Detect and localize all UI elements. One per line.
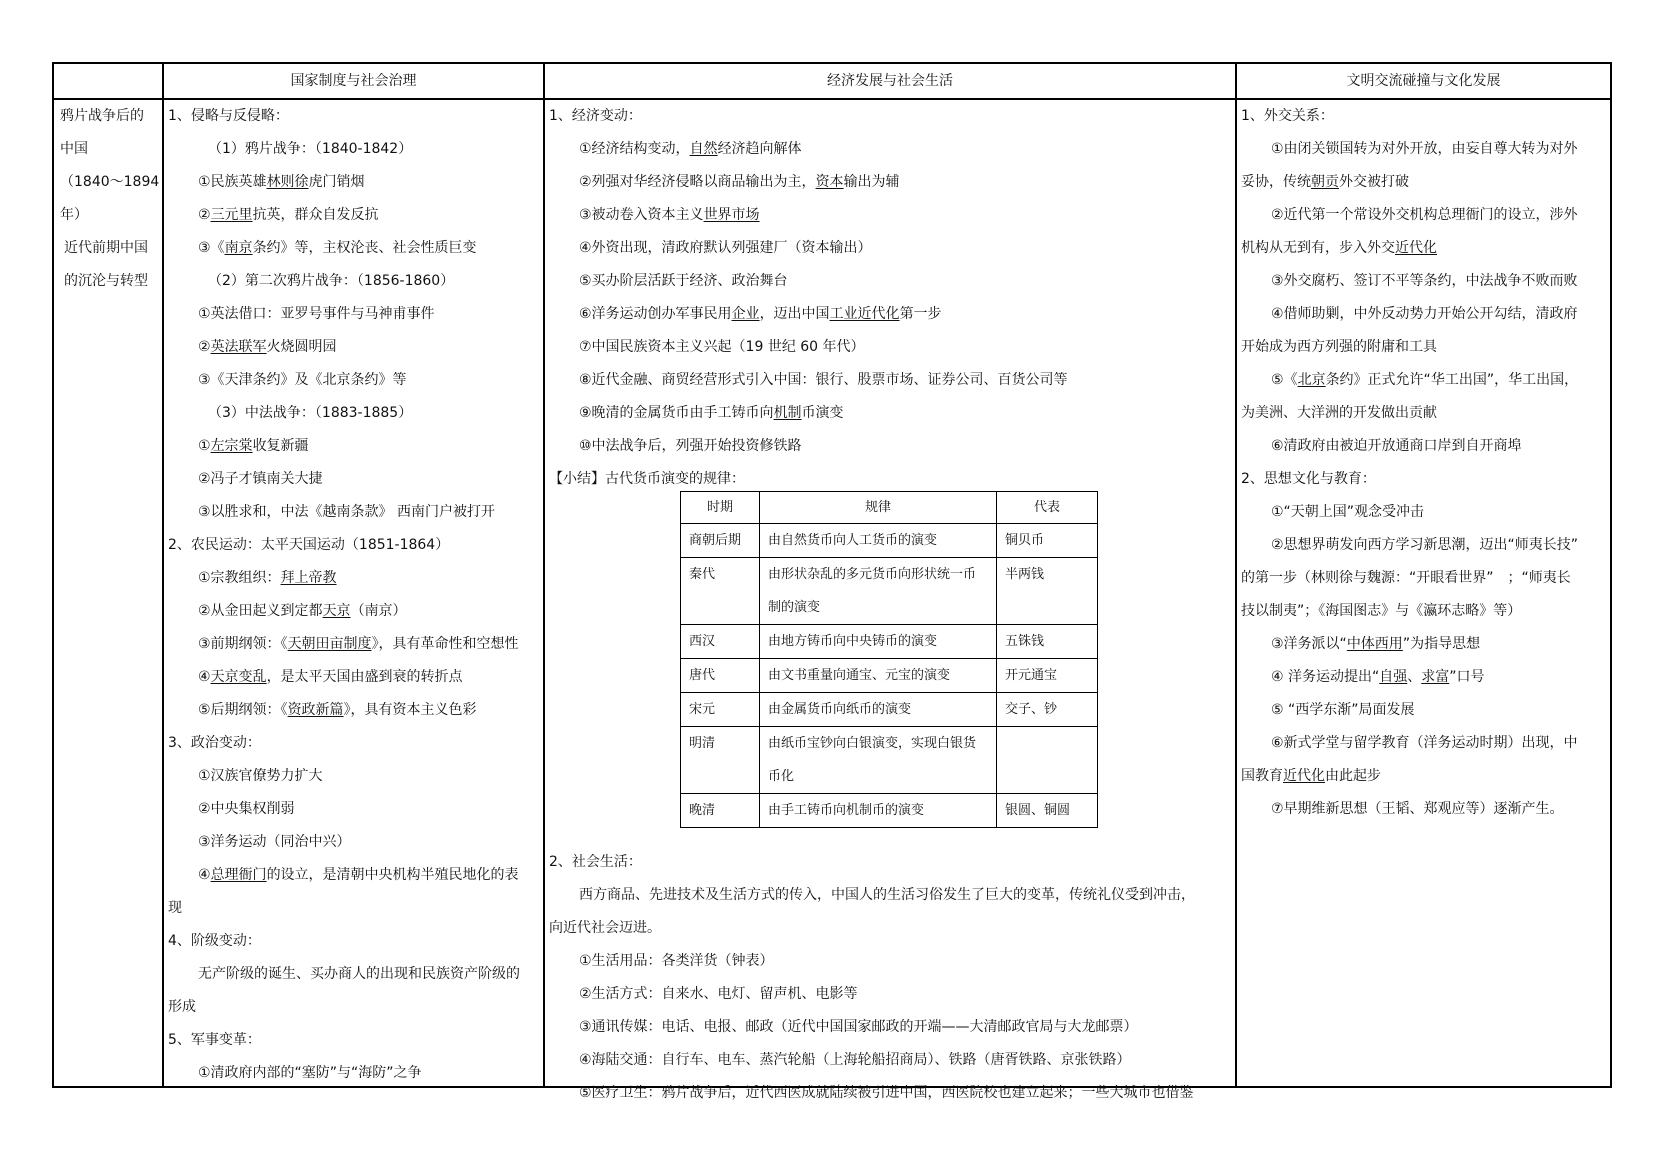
list-item-continuation: 国教育近代化由此起步 (1241, 768, 1381, 784)
subsection-heading: （2）第二次鸦片战争：（1856-1860） (208, 273, 455, 289)
list-item-continuation: 形成 (168, 999, 196, 1015)
list-item: ⑤ “西学东渐”局面发展 (1271, 702, 1415, 718)
header-col2: 国家制度与社会治理 (290, 73, 417, 89)
list-item: ⑦早期维新思想（王韬、郑观应等）逐渐产生。 (1271, 801, 1564, 817)
list-item: ③通讯传媒：电话、电报、邮政（近代中国国家邮政的开端——大清邮政官局与大龙邮票） (579, 1019, 1138, 1035)
list-item: ①清政府内部的“塞防”与“海防”之争 (198, 1065, 422, 1081)
list-item-continuation: 现 (168, 900, 182, 916)
list-item: ①左宗棠收复新疆 (198, 438, 309, 454)
table-row (681, 727, 1098, 794)
table-row (681, 524, 1098, 558)
list-item-continuation: 技以制夷”；《海国图志》与《瀛环志略》等） (1241, 603, 1522, 619)
list-item: ③被动卷入资本主义世界市场 (579, 207, 760, 223)
table-cell: 商朝后期 (681, 524, 760, 558)
list-item: 西方商品、先进技术及生活方式的传入，中国人的生活习俗发生了巨大的变革，传统礼仪受到冲击， (579, 887, 1195, 903)
table-cell: 开元通宝 (997, 659, 1098, 693)
period-line: 中国 (60, 141, 88, 157)
list-item-continuation: 开始成为西方列强的附庸和工具 (1241, 339, 1437, 355)
list-item: ⑥清政府由被迫开放通商口岸到自开商埠 (1271, 438, 1522, 454)
list-item-continuation: 机构从无到有，步入外交近代化 (1241, 240, 1437, 256)
table-cell (997, 727, 1098, 794)
table-header-cell: 时期 (681, 492, 760, 524)
table-cell: 五铢钱 (997, 625, 1098, 659)
list-item: ②冯子才镇南关大捷 (198, 471, 323, 487)
list-item: ⑤后期纲领：《资政新篇》，具有资本主义色彩 (198, 702, 477, 718)
table-cell: 铜贝币 (997, 524, 1098, 558)
list-item: ③洋务派以“中体西用”为指导思想 (1271, 636, 1481, 652)
table-cell: 由自然货币向人工货币的演变 (760, 524, 997, 558)
list-item: ②英法联军火烧圆明园 (198, 339, 337, 355)
list-item-continuation: 向近代社会迈进。 (549, 920, 661, 936)
list-item: ④外资出现，清政府默认列强建厂（资本输出） (579, 240, 872, 256)
list-item: ⑦中国民族资本主义兴起（19 世纪 60 年代） (579, 339, 865, 355)
list-item: ①经济结构变动，自然经济趋向解体 (579, 141, 802, 157)
column-divider (543, 62, 545, 1088)
table-cell: 晚清 (681, 794, 760, 828)
table-row (681, 794, 1098, 828)
table-cell: 由手工铸币向机制币的演变 (760, 794, 997, 828)
list-item: ②近代第一个常设外交机构总理衙门的设立，涉外 (1271, 207, 1578, 223)
list-item: ⑥洋务运动创办军事民用企业，迈出中国工业近代化第一步 (579, 306, 942, 322)
table-header-cell: 规律 (760, 492, 997, 524)
list-item: ④天京变乱，是太平天国由盛到衰的转折点 (198, 669, 463, 685)
list-item: ⑩中法战争后，列强开始投资修铁路 (579, 438, 802, 454)
table-header-row (681, 492, 1098, 524)
list-item: ②三元里抗英，群众自发反抗 (198, 207, 379, 223)
period-line: 近代前期中国 (64, 240, 148, 256)
list-item: ①生活用品：各类洋货（钟表） (579, 953, 774, 969)
list-item: ③前期纲领：《天朝田亩制度》，具有革命性和空想性 (198, 636, 519, 652)
section-heading: 2、农民运动：太平天国运动（1851-1864） (168, 537, 450, 553)
list-item: ③以胜求和，中法《越南条款》 西南门户被打开 (198, 504, 495, 520)
column-divider (1235, 62, 1237, 1088)
list-item-continuation: 的第一步（林则徐与魏源：“开眼看世界” ；“师夷长 (1241, 570, 1571, 586)
period-line: 年） (60, 207, 88, 223)
list-item-continuation: 妥协，传统朝贡外交被打破 (1241, 174, 1409, 190)
period-line: 鸦片战争后的 (60, 108, 144, 124)
header-col3: 经济发展与社会生活 (827, 73, 953, 89)
list-item: ①民族英雄林则徐虎门销烟 (198, 174, 365, 190)
column-divider (162, 62, 164, 1088)
list-item: ①宗教组织：拜上帝教 (198, 570, 337, 586)
list-item: ②思想界萌发向西方学习新思潮，迈出“师夷长技” (1271, 537, 1579, 553)
list-item: ②从金田起义到定都天京（南京） (198, 603, 407, 619)
currency-evolution-table (680, 491, 1098, 828)
table-row (681, 693, 1098, 727)
header-col4: 文明交流碰撞与文化发展 (1346, 73, 1501, 89)
table-row (681, 659, 1098, 693)
list-item: ③《天津条约》及《北京条约》等 (198, 372, 407, 388)
list-item: ④海陆交通：自行车、电车、蒸汽轮船（上海轮船招商局）、铁路（唐胥铁路、京张铁路） (579, 1052, 1131, 1068)
table-cell: 交子、钞 (997, 693, 1098, 727)
list-item: ⑨晚清的金属货币由手工铸币向机制币演变 (579, 405, 844, 421)
table-cell: 明清 (681, 727, 760, 794)
list-item-continuation: 为美洲、大洋洲的开发做出贡献 (1241, 405, 1437, 421)
period-line: 的沉沦与转型 (64, 273, 148, 289)
table-row (681, 558, 1098, 625)
list-item: ③洋务运动（同治中兴） (198, 834, 351, 850)
list-item: ②生活方式：自来水、电灯、留声机、电影等 (579, 986, 858, 1002)
list-item: 无产阶级的诞生、买办商人的出现和民族资产阶级的 (198, 966, 520, 982)
table-cell: 由金属货币向纸币的演变 (760, 693, 997, 727)
culture-column (1241, 100, 1607, 826)
list-item: ⑤医疗卫生：鸦片战争后，近代西医成就陆续被引进中国，西医院校也建立起来；一些大城市也借鉴 (579, 1085, 1194, 1101)
section-heading: 2、思想文化与教育： (1241, 471, 1376, 487)
section-heading: 4、阶级变动： (168, 933, 261, 949)
table-cell: 半两钱 (997, 558, 1098, 625)
table-cell: 由文书重量向通宝、元宝的演变 (760, 659, 997, 693)
period-line: （1840～1894 (60, 174, 160, 190)
table-cell: 唐代 (681, 659, 760, 693)
table-cell: 由地方铸币向中央铸币的演变 (760, 625, 997, 659)
list-item: ④ 洋务运动提出“自强、求富”口号 (1271, 669, 1485, 685)
section-heading: 1、经济变动： (549, 108, 642, 124)
list-item: ①汉族官僚势力扩大 (198, 768, 323, 784)
table-cell: 由纸币宝钞向白银演变，实现白银货币化 (760, 727, 997, 794)
table-cell: 宋元 (681, 693, 760, 727)
list-item: ①由闭关锁国转为对外开放，由妄自尊大转为对外 (1271, 141, 1578, 157)
table-header-cell: 代表 (997, 492, 1098, 524)
period-column (56, 100, 160, 298)
section-heading: 3、政治变动： (168, 735, 261, 751)
list-item: ⑧近代金融、商贸经营形式引入中国：银行、股票市场、证券公司、百货公司等 (579, 372, 1068, 388)
list-item: ④借师助剿，中外反动势力开始公开勾结，清政府 (1271, 306, 1578, 322)
table-cell: 银圆、铜圆 (997, 794, 1098, 828)
section-heading: 1、外交关系： (1241, 108, 1334, 124)
list-item: ②中央集权削弱 (198, 801, 295, 817)
list-item: ⑤《北京条约》正式允许“华工出国”，华工出国， (1271, 372, 1579, 388)
politics-column (168, 100, 540, 1090)
list-item: ③《南京条约》等，主权沦丧、社会性质巨变 (198, 240, 477, 256)
section-heading: 5、军事变革： (168, 1032, 261, 1048)
table-cell: 由形状杂乱的多元货币向形状统一币制的演变 (760, 558, 997, 625)
list-item: ⑥新式学堂与留学教育（洋务运动时期）出现，中 (1271, 735, 1578, 751)
list-item: ①英法借口：亚罗号事件与马神甫事件 (198, 306, 435, 322)
section-heading: 1、侵略与反侵略： (168, 108, 289, 124)
list-item: ④总理衙门的设立，是清朝中央机构半殖民地化的表 (198, 867, 519, 883)
list-item: ⑤买办阶层活跃于经济、政治舞台 (579, 273, 788, 289)
summary-heading: 【小结】古代货币演变的规律： (549, 471, 745, 487)
list-item: ②列强对华经济侵略以商品输出为主，资本输出为辅 (579, 174, 900, 190)
subsection-heading: （3）中法战争：（1883-1885） (208, 405, 413, 421)
table-cell: 秦代 (681, 558, 760, 625)
list-item: ③外交腐朽、签订不平等条约，中法战争不败而败 (1271, 273, 1578, 289)
table-row (681, 625, 1098, 659)
table-cell: 西汉 (681, 625, 760, 659)
subsection-heading: （1）鸦片战争：（1840-1842） (208, 141, 413, 157)
section-heading: 2、社会生活： (549, 854, 642, 870)
list-item: ①“天朝上国”观念受冲击 (1271, 504, 1425, 520)
